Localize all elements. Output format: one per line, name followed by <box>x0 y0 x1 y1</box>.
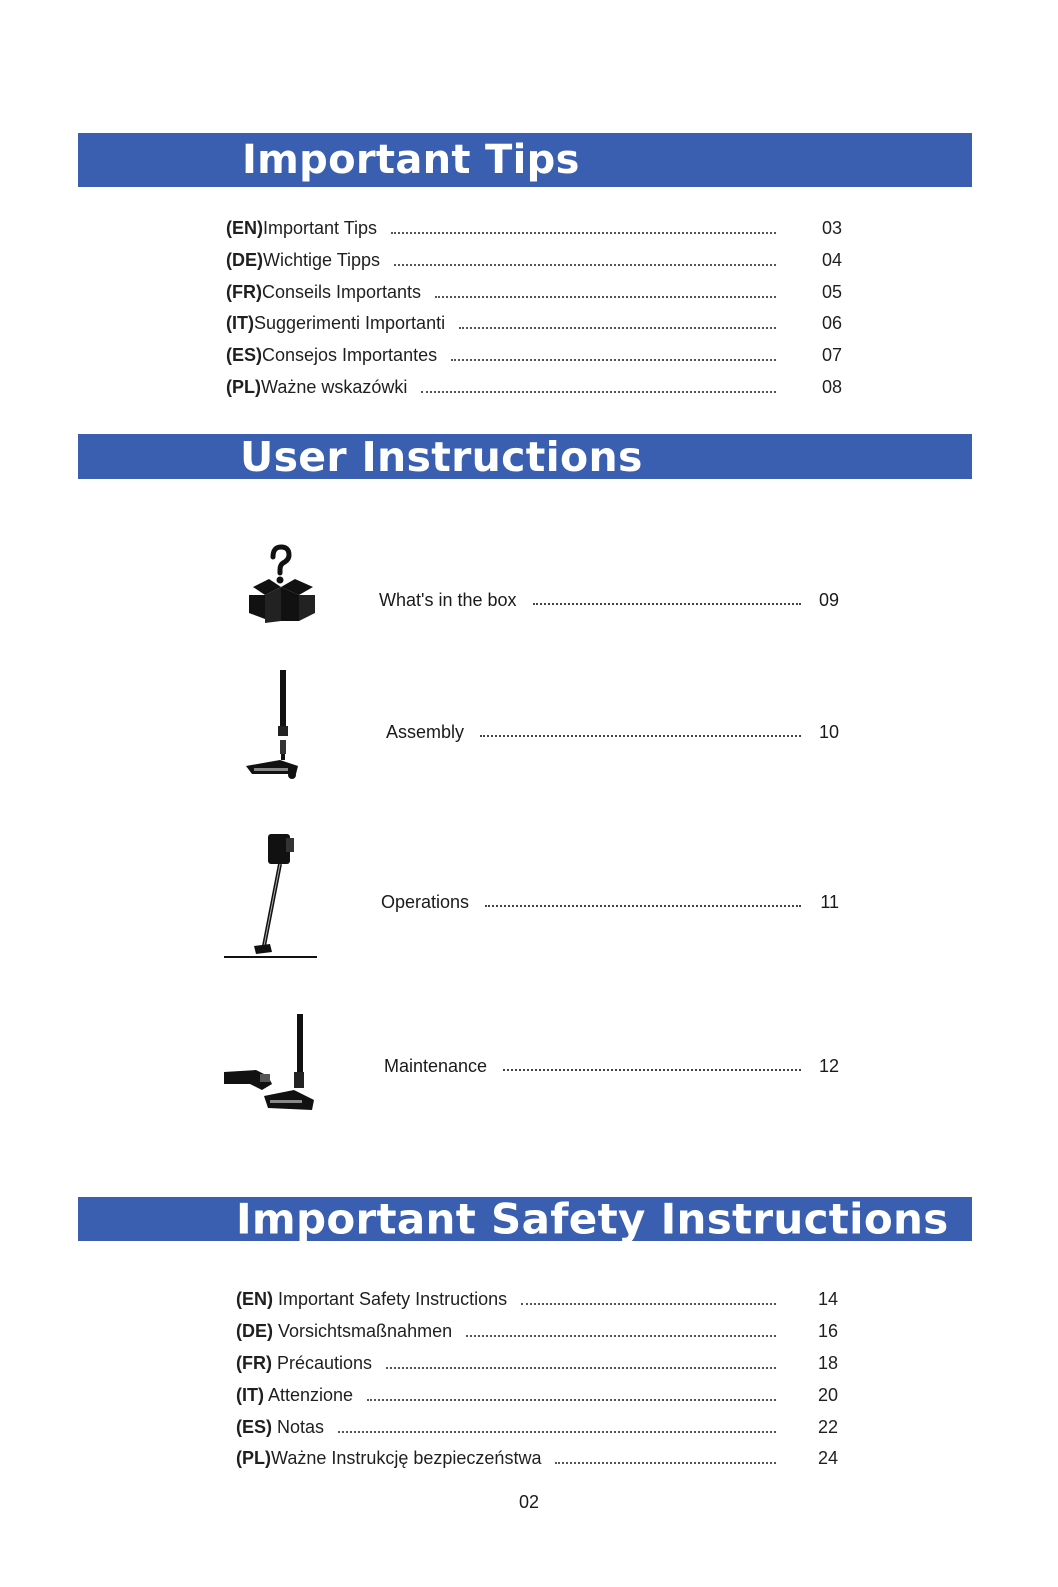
language-code: (DE) <box>226 249 263 270</box>
dot-leader <box>394 264 776 266</box>
entry-label: Ważne Instrukcję bezpieczeństwa <box>271 1447 542 1468</box>
page-number: 14 <box>817 1288 838 1309</box>
toc-entry-whats-in-the-box[interactable] <box>379 586 839 614</box>
page-number: 20 <box>817 1384 838 1405</box>
entry-label: Maintenance <box>384 1055 488 1076</box>
page-number: 07 <box>821 344 842 365</box>
safety-instructions-banner <box>78 1194 972 1244</box>
page-number: 04 <box>821 249 842 270</box>
vacuum-operation-icon <box>222 830 320 962</box>
page-number: 12 <box>818 1055 839 1076</box>
footer-page-number: 02 <box>518 1492 540 1512</box>
box-question-icon <box>243 543 319 627</box>
language-code: (ES) <box>236 1416 272 1437</box>
entry-label: Précautions <box>277 1352 373 1373</box>
dot-leader <box>386 1367 776 1369</box>
toc-entry-tips-pl[interactable] <box>226 374 842 400</box>
entry-label: Consejos Importantes <box>262 344 438 365</box>
language-code: (FR) <box>226 281 262 302</box>
dot-leader <box>555 1462 776 1464</box>
dot-leader <box>533 603 801 605</box>
entry-label: Assembly <box>386 721 465 742</box>
dot-leader <box>480 735 801 737</box>
language-code: (IT) <box>236 1384 264 1405</box>
entry-label: Conseils Importants <box>261 281 422 302</box>
toc-entry-tips-de[interactable] <box>226 247 842 273</box>
entry-label: Important Tips <box>263 217 378 238</box>
toc-entry-operations[interactable] <box>381 888 839 916</box>
dot-leader <box>521 1303 776 1305</box>
page-number: 24 <box>817 1447 838 1468</box>
toc-entry-safety-it[interactable] <box>236 1382 838 1408</box>
language-code: (ES) <box>226 344 262 365</box>
language-code: (FR) <box>236 1352 272 1373</box>
dot-leader <box>459 327 776 329</box>
language-code: (PL) <box>226 376 261 397</box>
page-number: 11 <box>820 891 839 912</box>
page-number: 08 <box>821 376 842 397</box>
entry-label: Wichtige Tipps <box>263 249 381 270</box>
language-code: (IT) <box>226 312 254 333</box>
toc-entry-safety-de[interactable] <box>236 1318 838 1344</box>
entry-label: Important Safety Instructions <box>278 1288 508 1309</box>
toc-entry-tips-it[interactable] <box>226 310 842 336</box>
page-number: 09 <box>818 589 839 610</box>
dot-leader <box>466 1335 776 1337</box>
section-title: Important Tips <box>242 137 580 183</box>
language-code: (DE) <box>236 1320 273 1341</box>
dot-leader <box>503 1069 801 1071</box>
toc-entry-tips-fr[interactable] <box>226 279 842 305</box>
dot-leader <box>485 905 801 907</box>
toc-entry-safety-es[interactable] <box>236 1414 838 1440</box>
dot-leader <box>338 1431 776 1433</box>
entry-label: Notas <box>277 1416 325 1437</box>
page-number: 22 <box>817 1416 838 1437</box>
page-number: 05 <box>821 281 842 302</box>
toc-entry-tips-es[interactable] <box>226 342 842 368</box>
page-number: 10 <box>818 721 839 742</box>
toc-entry-safety-en[interactable] <box>236 1286 838 1312</box>
toc-entry-tips-en[interactable] <box>226 215 842 241</box>
dot-leader <box>421 391 776 393</box>
section-title: Important Safety Instructions <box>236 1194 949 1244</box>
important-tips-banner <box>78 133 972 187</box>
toc-entry-safety-fr[interactable] <box>236 1350 838 1376</box>
entry-label: Suggerimenti Importanti <box>253 312 446 333</box>
language-code: (PL) <box>236 1447 271 1468</box>
entry-label: Vorsichtsmaßnahmen <box>278 1320 453 1341</box>
language-code: (EN) <box>236 1288 273 1309</box>
dot-leader <box>435 296 776 298</box>
page-number: 18 <box>817 1352 838 1373</box>
page-number: 03 <box>821 217 842 238</box>
dot-leader <box>367 1399 776 1401</box>
page-number: 16 <box>817 1320 838 1341</box>
dot-leader <box>451 359 776 361</box>
vacuum-maintenance-icon <box>222 1012 318 1118</box>
user-instructions-banner <box>78 434 972 479</box>
entry-label: What's in the box <box>379 589 517 610</box>
section-title: User Instructions <box>240 432 643 481</box>
toc-entry-assembly[interactable] <box>386 718 839 746</box>
entry-label: Operations <box>381 891 470 912</box>
page-number: 06 <box>821 312 842 333</box>
entry-label: Ważne wskazówki <box>261 376 408 397</box>
toc-entry-maintenance[interactable] <box>384 1052 839 1080</box>
dot-leader <box>391 232 776 234</box>
vacuum-assembly-icon <box>240 668 304 782</box>
language-code: (EN) <box>226 217 263 238</box>
toc-entry-safety-pl[interactable] <box>236 1445 838 1471</box>
entry-label: Attenzione <box>268 1384 354 1405</box>
